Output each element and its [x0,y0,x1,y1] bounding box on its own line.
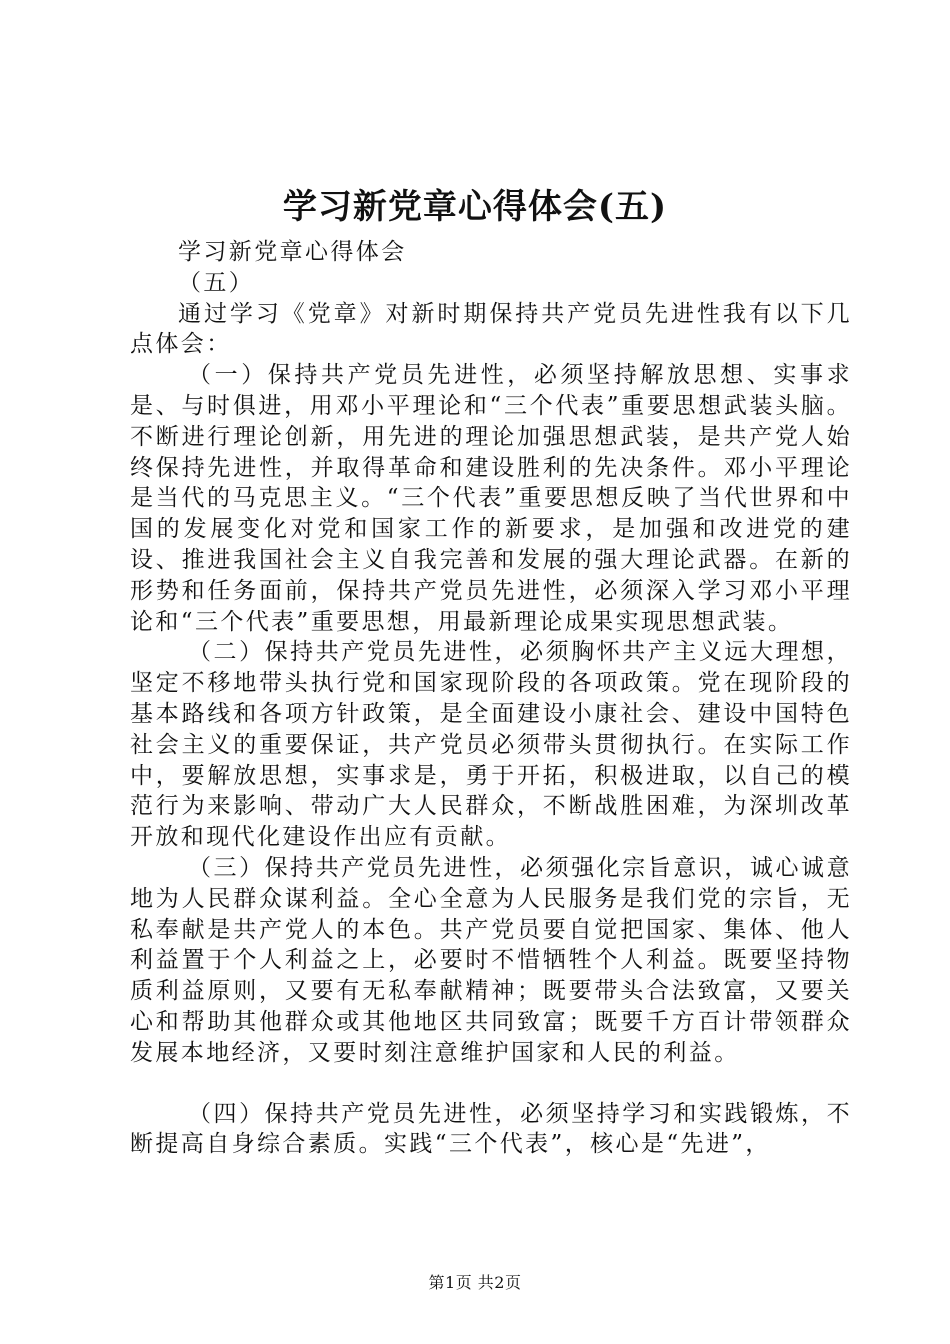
intro-paragraph: 通过学习《党章》对新时期保持共产党员先进性我有以下几点体会： [130,300,852,358]
paragraph-4: （四）保持共产党员先进性，必须坚持学习和实践锻炼，不断提高自身综合素质。实践“三个代表”，核心是“先进”， [130,1100,852,1158]
paragraph-2: （二）保持共产党员先进性，必须胸怀共产主义远大理想，坚定不移地带头执行党和国家现阶段的各项政策。党在现阶段的基本路线和各项方针政策，是全面建设小康社会、建设中国特色社会主义的重要保证，共产党员必须带头贯彻执行。在实际工作中，要解放思想，实事求是，勇于开拓，积极进取，以自己的模范行为来影响、带动广大人民群众，不断战胜困难，为深圳改革开放和现代化建设作出应有贡献。 [130,639,852,851]
paragraph-gap [130,1069,852,1099]
paragraph-1: （一）保持共产党员先进性，必须坚持解放思想、实事求是、与时俱进，用邓小平理论和“三个代表”重要思想武装头脑。不断进行理论创新，用先进的理论加强思想武装，是共产党人始终保持先进性，并取得革命和建设胜利的先决条件。邓小平理论是当代的马克思主义。“三个代表”重要思想反映了当代世界和中国的发展变化对党和国家工作的新要求，是加强和改进党的建设、推进我国社会主义自我完善和发展的强大理论武器。在新的形势和任务面前，保持共产党员先进性，必须深入学习邓小平理论和“三个代表”重要思想，用最新理论成果实现思想武装。 [130,362,852,635]
paragraph-3: （三）保持共产党员先进性，必须强化宗旨意识，诚心诚意地为人民群众谋利益。全心全意为人民服务是我们党的宗旨，无私奉献是共产党人的本色。共产党员要自觉把国家、集体、他人利益置于个人利益之上，必要时不惜牺牲个人利益。既要坚持物质利益原则，又要有无私奉献精神；既要带头合法致富，又要关心和帮助其他群众或其他地区共同致富；既要千方百计带领群众发展本地经济，又要时刻注意维护国家和人民的利益。 [130,854,852,1066]
subtitle-line-1: 学习新党章心得体会 [178,239,407,265]
subtitle-line-2: （五） [178,269,255,296]
document-body [130,237,852,1160]
document-title: 学习新党章心得体会(五) [282,187,668,227]
page-footer: 第1页 共2页 [428,1273,522,1292]
